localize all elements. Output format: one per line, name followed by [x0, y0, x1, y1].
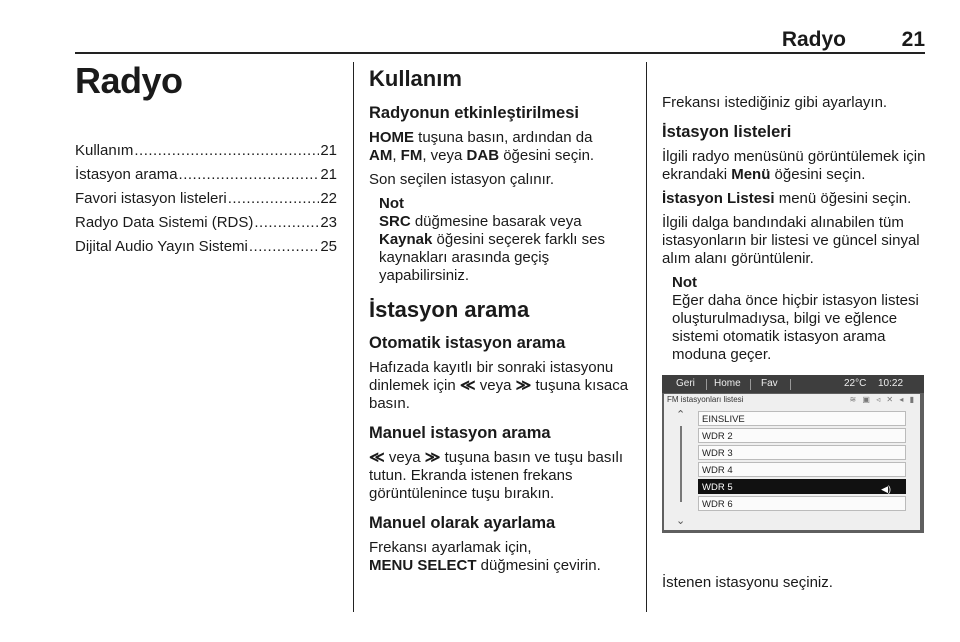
text: , [392, 147, 401, 164]
text: menü öğesini seçin. [774, 190, 912, 207]
subheading-manual-tune: Manuel olarak ayarlama [369, 514, 556, 532]
key-home: HOME [369, 129, 414, 146]
screen-illustration [662, 375, 924, 533]
text: öğesini seçin. [770, 166, 866, 183]
toc-entry-title: Radyo Data Sistemi (RDS) [75, 214, 254, 231]
screen-top-bar [662, 375, 924, 393]
divider [706, 379, 707, 390]
screen-fav-button[interactable]: Fav [761, 378, 778, 389]
toc-leader [134, 142, 319, 159]
text: düğmesine basarak veya [410, 213, 582, 230]
scroll-up-icon[interactable]: ⌃ [676, 409, 686, 421]
station-list-item-selected[interactable] [698, 479, 906, 494]
toc-leader [179, 166, 320, 183]
section-heading-search: İstasyon arama [369, 297, 530, 322]
note-label: Not [379, 195, 404, 212]
text: tuşuna basın, ardından da [414, 129, 593, 146]
figure-caption: İstenen istasyonu seçiniz. [662, 574, 833, 591]
seek-forward-icon: ≫ [515, 377, 532, 394]
toc-leader [249, 238, 319, 255]
paragraph-activate [369, 129, 637, 165]
note-text: Eğer daha önce hiçbir istasyon listesi oluşturulmadıysa, bilgi ve eğlence sistemi otomatik istasyon arama moduna geçer. [672, 292, 919, 363]
key-am: AM [369, 147, 393, 164]
toc-leader [254, 214, 319, 231]
seek-forward-icon: ≫ [424, 449, 441, 466]
text: tuşuna basın ve tuşu basılı tutun. Ekranda istenen frekans görüntülenince tuşu bırakın. [369, 449, 624, 502]
key-dab: DAB [466, 147, 500, 164]
page-number: 21 [901, 28, 925, 51]
subheading-activate: Radyonun etkinleştirilmesi [369, 104, 579, 122]
paragraph-auto-search [369, 359, 637, 413]
section-heading-usage: Kullanım [369, 66, 462, 91]
text: İlgili radyo menüsünü görüntülemek için ekrandaki [662, 148, 926, 183]
chapter-title: Radyo [75, 60, 183, 101]
screen-back-button[interactable]: Geri [676, 378, 695, 389]
toc-entry-page: 21 [320, 142, 337, 159]
toc-entry-page: 22 [320, 190, 337, 207]
toc-entry[interactable] [75, 214, 337, 238]
menu-station-list: İstasyon Listesi [662, 190, 775, 207]
divider [750, 379, 751, 390]
seek-back-icon: ≪ [369, 449, 385, 466]
header-rule [75, 52, 925, 54]
toc-entry-title: İstasyon arama [75, 166, 178, 183]
note-label: Not [672, 274, 697, 291]
screen-home-button[interactable]: Home [714, 378, 741, 389]
toc-entry[interactable] [75, 190, 337, 214]
scrollbar[interactable] [680, 426, 682, 502]
screen-list-label: FM istasyonları listesi [667, 395, 744, 404]
speaker-icon: ◀) [881, 484, 891, 494]
note-box [662, 274, 926, 364]
divider [790, 379, 791, 390]
key-src: SRC [379, 213, 411, 230]
toc-leader [228, 190, 320, 207]
toc-entry-title: Kullanım [75, 142, 134, 159]
toc-entry[interactable] [75, 166, 337, 190]
station-list-item[interactable]: WDR 6 [698, 496, 906, 511]
toc-entry[interactable] [75, 142, 337, 166]
station-list-item[interactable]: EINSLIVE [698, 411, 906, 426]
paragraph-last-station: Son seçilen istasyon çalınır. [369, 171, 555, 188]
text: , veya [422, 147, 467, 164]
text: Hafızada kayıtlı bir sonraki istasyonu dinlemek için [369, 359, 614, 394]
screen-station-list-panel [664, 394, 920, 530]
subheading-manual-search: Manuel istasyon arama [369, 424, 551, 442]
toc-entry-page: 21 [320, 166, 337, 183]
paragraph-list-shown: İlgili dalga bandındaki alınabilen tüm istasyonların bir listesi ve güncel sinyal alım alanı görüntülenir. [662, 214, 920, 267]
screen-clock: 10:22 [878, 378, 904, 389]
paragraph-manual-search [369, 449, 637, 503]
column-divider-2 [646, 62, 647, 612]
text: tuşuna kısaca basın. [369, 377, 629, 412]
column-station-lists [662, 94, 926, 364]
text: öğesini seçin. [499, 147, 595, 164]
station-list-item[interactable]: WDR 4 [698, 462, 906, 477]
toc-entry-title: Dijital Audio Yayın Sistemi [75, 238, 248, 255]
paragraph-manual-tune [369, 539, 637, 575]
text: düğmesini çevirin. [476, 557, 601, 574]
running-header-title: Radyo [781, 28, 846, 51]
subheading-station-lists: İstasyon listeleri [662, 123, 792, 141]
paragraph-open-menu [662, 148, 926, 184]
menu-kaynak: Kaynak [379, 231, 433, 248]
scroll-down-icon[interactable]: ⌄ [676, 515, 686, 527]
text: öğesini seçerek farklı ses kaynakları arasında geçiş yapabilirsiniz. [379, 231, 605, 284]
toc-entry-title: Favori istasyon listeleri [75, 190, 227, 207]
paragraph-adjust-frequency: Frekansı istediğiniz gibi ayarlayın. [662, 94, 888, 111]
subheading-auto-search: Otomatik istasyon arama [369, 334, 566, 352]
screen-temperature: 22°C [844, 378, 867, 389]
menu-menu: Menü [731, 166, 771, 183]
key-fm: FM [400, 147, 423, 164]
paragraph-station-list-item [662, 190, 926, 208]
station-name: WDR 5 [702, 482, 733, 493]
column-divider-1 [353, 62, 354, 612]
knob-menu-select: MENU SELECT [369, 557, 477, 574]
screen-status-icons: ≋ ▣ ◃ ✕ ◂ ▮ [849, 395, 916, 404]
note-text [379, 213, 637, 285]
text: veya [384, 449, 425, 466]
text: veya [475, 377, 516, 394]
toc-entry-page: 25 [320, 238, 337, 255]
toc-entry[interactable] [75, 238, 337, 262]
text: Frekansı ayarlamak için, [369, 539, 532, 556]
station-list-item[interactable]: WDR 3 [698, 445, 906, 460]
column-usage-search [369, 66, 637, 575]
toc-entry-page: 23 [320, 214, 337, 231]
table-of-contents [75, 142, 337, 262]
station-list-item[interactable]: WDR 2 [698, 428, 906, 443]
seek-back-icon: ≪ [459, 377, 476, 394]
note-box [369, 195, 637, 285]
